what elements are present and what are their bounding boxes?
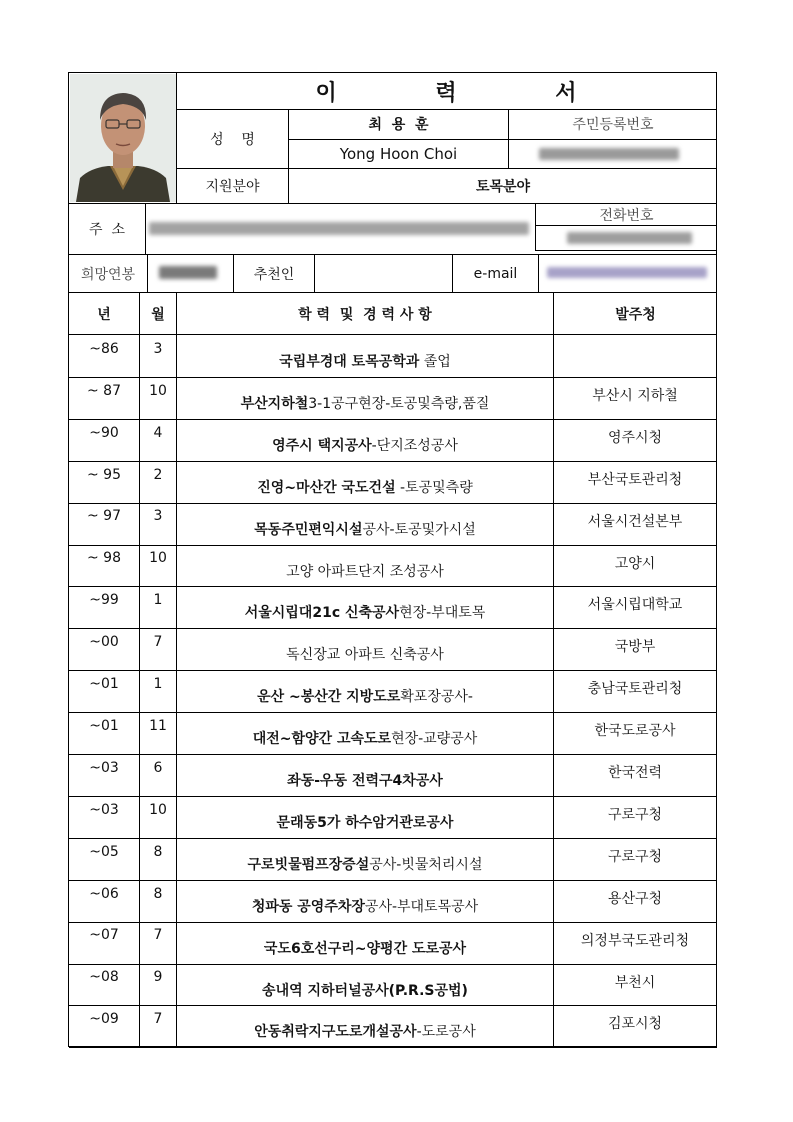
history-year: ~01 [89,717,119,734]
email-label: e-mail [473,265,518,282]
history-description-detail: -단지조성공사 [371,437,458,454]
history-client: 용산구청 [607,890,663,907]
history-description [286,561,444,581]
history-year: ~ 98 [87,550,121,567]
history-month: 10 [149,382,167,399]
history-year: ~06 [89,885,119,902]
history-client: 부산시 지하철 [592,387,678,404]
divider [535,225,717,226]
history-description-bold: 송내역 지하터널공사(P.R.S공법) [262,982,468,999]
history-client: 고양시 [614,555,656,572]
history-description-detail: 독신장교 아파트 신축공사 [286,647,444,664]
history-year: ~03 [89,759,119,776]
history-description [286,644,444,664]
name-korean: 최 용 훈 [368,117,429,133]
history-description-detail: 공사-토공및가시설 [362,521,476,538]
history-description-bold: 좌동-우동 전력구4차공사 [287,773,443,789]
divider [69,1047,717,1048]
history-description [262,980,468,1000]
divider [535,250,717,251]
column-header-description: 학 력 및 경 력 사 항 [298,306,432,323]
history-client: 충남국토관리청 [587,681,683,698]
history-month: 9 [153,969,163,986]
history-description [287,770,443,790]
history-description-detail: 확포장공사- [400,689,473,706]
history-description-detail: 현장-교량공사 [391,731,478,748]
history-year: ~05 [89,843,119,860]
history-description-bold: 서울시립대21c 신축공사 [244,605,400,622]
history-year: ~ 97 [87,508,121,525]
resume-sheet [68,72,717,1047]
history-description-bold: 구로빗물펌프장증설 [247,856,370,873]
history-description [257,477,472,497]
history-year: ~99 [89,592,119,609]
history-month: 6 [153,759,163,776]
history-client: 의정부국도관리청 [580,932,690,949]
address-label: 주 소 [89,222,125,238]
history-client: 서울시건설본부 [587,513,683,530]
history-description [248,854,483,874]
divider [69,254,717,255]
resident-number-redacted [539,148,679,160]
history-description [254,519,475,539]
history-description-detail: 공사-빗물처리시설 [369,856,483,873]
field-label: 지원분야 [205,178,260,195]
history-client: 국방부 [614,639,656,656]
history-description-detail: -도로공사 [416,1024,476,1041]
history-description [241,393,490,413]
email-redacted [547,267,707,278]
history-year: ~00 [89,634,119,651]
history-description [264,938,466,958]
history-description [252,896,478,916]
history-description [257,686,473,706]
history-client: 부산국토관리청 [587,471,683,488]
address-redacted [149,222,529,235]
applicant-photo [70,74,176,202]
history-month: 1 [153,676,163,692]
name-english: Yong Hoon Choi [339,144,458,163]
history-description [277,812,454,832]
desired-salary-redacted [159,266,217,279]
history-year: ~03 [89,801,119,818]
history-month: 2 [153,466,163,483]
portrait-image [70,74,176,202]
history-description-bold: 대전~함양간 고속도로 [252,731,392,748]
history-description-detail: 3-1공구현장-토공및측량,품질 [308,395,490,412]
divider [145,203,146,254]
history-description-detail: 졸업 [419,354,451,370]
history-year: ~86 [89,340,119,357]
recommender-label: 추천인 [253,266,295,283]
history-description-bold: 안동취락지구도로개설공사 [254,1024,417,1041]
page-title: 이 력 서 [315,80,579,106]
history-month: 11 [149,717,167,734]
history-month: 4 [153,424,163,441]
column-header-month: 월 [151,306,165,323]
history-month: 3 [153,340,163,357]
history-description-bold: 국립부경대 토목공학과 [279,354,420,370]
phone-redacted [567,232,692,244]
history-description [254,1021,475,1041]
history-description-detail: -토공및측량 [395,479,473,496]
history-description-bold: 운산 ~봉산간 지방도로 [257,689,401,706]
column-header-year: 년 [97,306,111,323]
history-description-bold: 부산지하철 [240,395,309,412]
column-header-client: 발주청 [615,306,656,323]
history-client: 부천시 [614,974,656,991]
divider [314,254,315,292]
name-label: 성 명 [210,131,255,148]
history-month: 1 [153,592,163,609]
history-client: 영주시청 [607,429,663,446]
history-year: ~09 [89,1011,119,1028]
history-client: 한국전력 [607,765,663,781]
history-client: 구로구청 [607,806,663,823]
phone-label: 전화번호 [599,207,654,224]
history-client: 서울시립대학교 [587,597,683,614]
history-month: 7 [153,927,163,944]
history-description [245,602,486,622]
history-year: ~90 [89,424,119,441]
history-description [272,435,458,455]
history-month: 7 [153,1011,163,1028]
history-year: ~ 95 [87,466,121,483]
history-month: 10 [149,801,167,818]
history-client: 한국도로공사 [594,723,676,740]
history-description-detail: 고양 아파트단지 조성공사 [286,563,444,580]
history-description [279,351,451,371]
divider [538,254,539,292]
history-description-bold: 목동주민편익시설 [254,521,363,538]
history-month: 8 [153,885,163,902]
history-description-bold: 영주시 택지공사 [272,437,372,454]
history-client: 김포시청 [607,1016,663,1033]
history-description-bold: 청파동 공영주차장 [251,898,365,915]
history-year: ~07 [89,927,119,944]
history-year: ~ 87 [87,382,121,399]
history-year: ~08 [89,969,119,986]
history-description-detail: 현장-부대토목 [399,605,486,622]
history-year: ~01 [89,676,119,692]
history-month: 3 [153,508,163,525]
history-description-bold: 진영~마산간 국도건설 [257,479,396,496]
field-value: 토목분야 [475,178,531,195]
history-description-detail: 공사-부대토목공사 [364,898,479,915]
resident-number-label: 주민등록번호 [572,117,654,133]
history-description [253,728,478,748]
desired-salary-label: 희망연봉 [80,266,136,283]
history-month: 10 [149,550,167,567]
history-description-bold: 문래동5가 하수암거관로공사 [276,814,454,831]
history-month: 7 [153,634,163,651]
history-month: 8 [153,843,163,860]
history-description-bold: 국도6호선구리~양평간 도로공사 [263,940,467,957]
history-client: 구로구청 [607,848,663,865]
divider [147,254,148,292]
